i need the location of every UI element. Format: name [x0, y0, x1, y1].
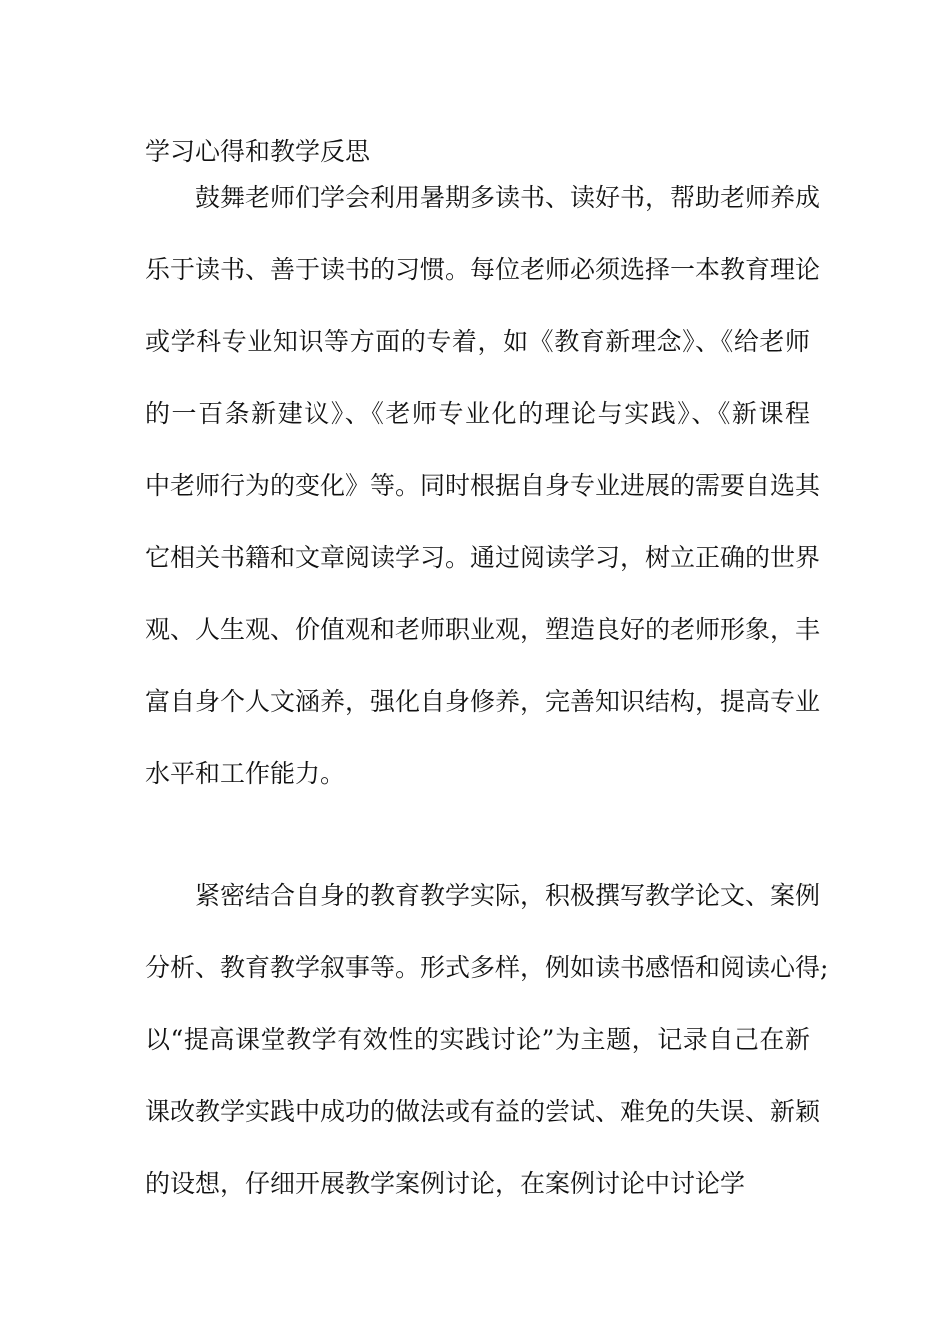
- document-title: 学习心得和教学反思: [145, 137, 371, 166]
- paragraph-line: 的一百条新建议》、《老师专业化的理论与实践》、《新课程: [145, 399, 810, 428]
- paragraph-line: 紧密结合自身的教育教学实际，积极撰写教学论文、案例: [195, 881, 821, 910]
- paragraph-line: 分析、教育教学叙事等。形式多样，例如读书感悟和阅读心得;: [145, 953, 829, 982]
- paragraph-line: 乐于读书、善于读书的习惯。每位老师必须选择一本教育理论: [145, 255, 821, 284]
- paragraph-writing: [145, 876, 829, 1236]
- paragraph-line: 或学科专业知识等方面的专着，如《教育新理念》、《给老师: [145, 327, 810, 356]
- paragraph-line: 富自身个人文涵养，强化自身修养，完善知识结构，提高专业: [145, 687, 821, 716]
- paragraph-line: 中老师行为的变化》等。同时根据自身专业进展的需要自选其: [145, 471, 821, 500]
- paragraph-line: 水平和工作能力。: [145, 759, 346, 788]
- paragraph-line: 它相关书籍和文章阅读学习。通过阅读学习，树立正确的世界: [145, 543, 821, 572]
- paragraph-line: 观、人生观、价值观和老师职业观，塑造良好的老师形象，丰: [145, 615, 821, 644]
- paragraph-line: 的设想，仔细开展教学案例讨论，在案例讨论中讨论学: [145, 1169, 746, 1198]
- paragraph-line: 以“提高课堂教学有效性的实践讨论”为主题，记录自己在新: [145, 1025, 810, 1054]
- paragraph-reading: [145, 178, 821, 826]
- paragraph-line: 课改教学实践中成功的做法或有益的尝试、难免的失误、新颖: [145, 1097, 821, 1126]
- paragraph-line: 鼓舞老师们学会利用暑期多读书、读好书，帮助老师养成: [195, 183, 821, 212]
